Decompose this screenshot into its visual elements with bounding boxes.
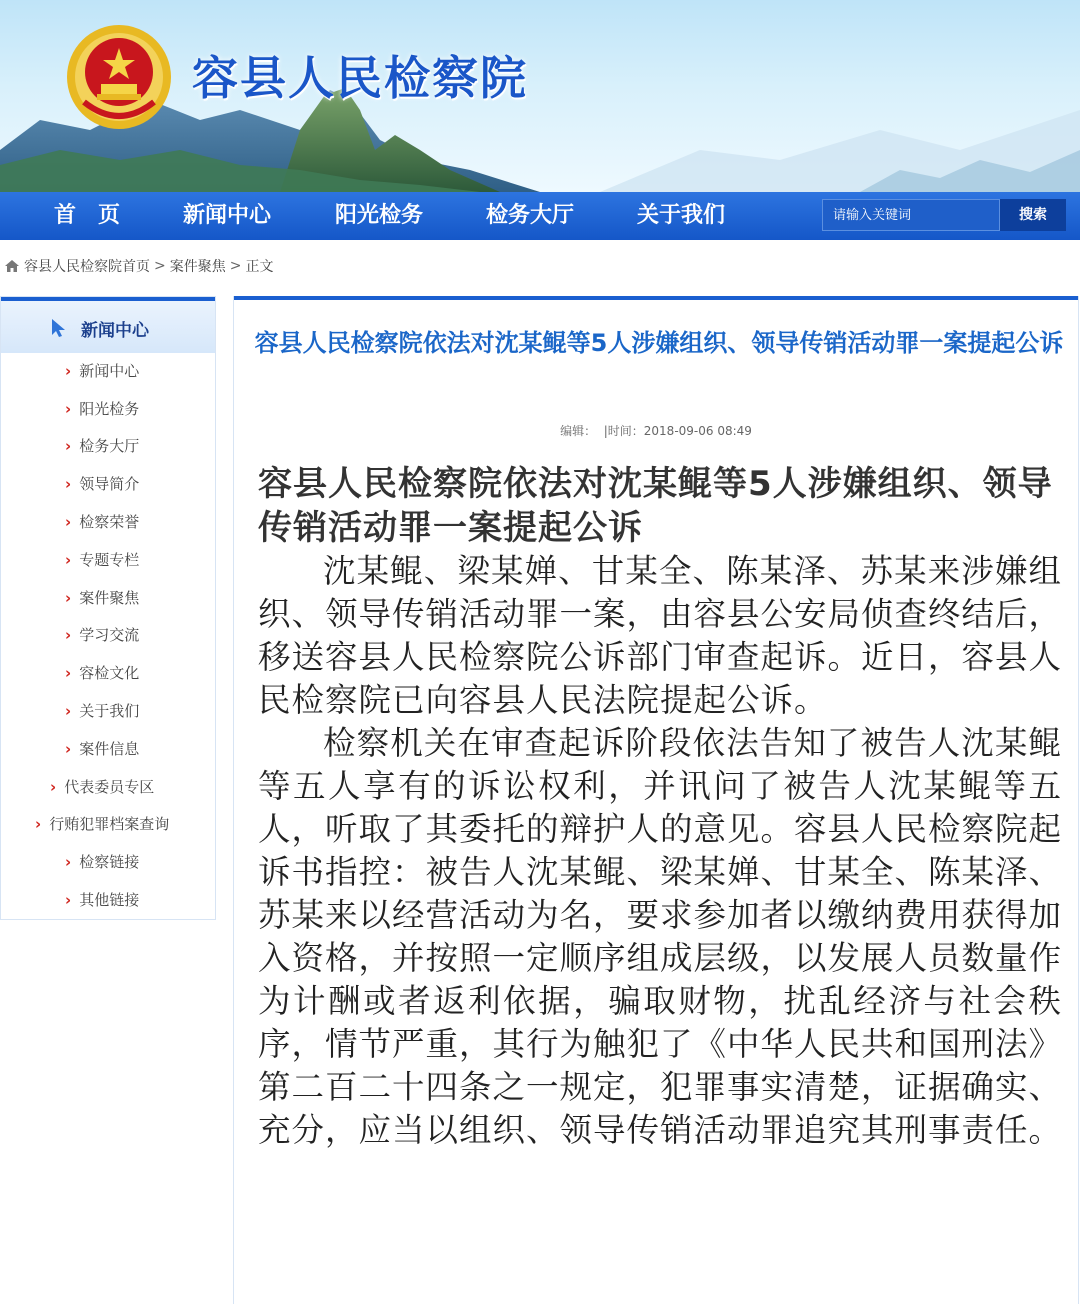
nav-service-hall[interactable]: 检务大厅: [486, 203, 575, 228]
breadcrumb-current: 正文: [245, 259, 274, 275]
sidebar-item-culture[interactable]: › 容检文化: [65, 664, 140, 682]
sidebar-item-honors[interactable]: › 检察荣誉: [65, 513, 140, 531]
article-paragraph: 检察机关在审查起诉阶段依法告知了被告人沈某鲲等五人享有的诉讼权利，并讯问了被告人沈某鲲等五人，听取了其委托的辩护人的意见。容县人民检察院起诉书指控：被告人沈某鲲、梁某婵、甘某全、陈某泽、苏某来以经营活动为名，要求参加者以缴纳费用获得加入资格，并按照一定顺序组成层级，以发展人员数量作为计酬或者返利依据，骗取财物，扰乱经济与社会秩序，情节严重，其行为触犯了《中华人民共和国刑法》第二百二十四条之一规定，犯罪事实清楚，证据确实、充分，应当以组织、领导传销活动罪追究其刑事责任。: [258, 724, 1063, 1149]
chevron-right-icon: ›: [65, 664, 72, 682]
editor-label: 编辑：: [560, 424, 597, 438]
site-title: 容县人民检察院: [192, 51, 528, 105]
article-body: [258, 462, 1062, 1152]
breadcrumb: [4, 256, 273, 276]
article-panel: [233, 296, 1079, 1304]
chevron-right-icon: ›: [65, 626, 72, 644]
sidebar-item-news-center[interactable]: › 新闻中心: [65, 362, 140, 380]
sidebar-item-leadership[interactable]: › 领导简介: [65, 475, 140, 493]
breadcrumb-separator: >: [229, 258, 242, 274]
sidebar-header: [1, 301, 215, 353]
procuratorate-emblem: [64, 22, 174, 132]
sidebar-item-deputies[interactable]: › 代表委员专区: [50, 778, 155, 796]
chevron-right-icon: ›: [65, 362, 72, 380]
search-input[interactable]: [822, 199, 1000, 231]
chevron-right-icon: ›: [65, 853, 72, 871]
nav-home[interactable]: 首 页: [54, 203, 121, 228]
sidebar-item-special-topics[interactable]: › 专题专栏: [65, 551, 140, 569]
chevron-right-icon: ›: [50, 778, 57, 796]
chevron-right-icon: ›: [65, 475, 72, 493]
breadcrumb-separator: >: [154, 258, 166, 274]
chevron-right-icon: ›: [65, 513, 72, 531]
chevron-right-icon: ›: [65, 702, 72, 720]
home-icon: [4, 259, 20, 273]
article-meta: [234, 422, 1078, 439]
sidebar-item-sunshine-affairs[interactable]: › 阳光检务: [65, 400, 140, 418]
main-navigation: [0, 192, 1080, 240]
chevron-right-icon: ›: [35, 815, 42, 833]
search-button[interactable]: 搜索: [1000, 199, 1066, 231]
chevron-right-icon: ›: [65, 891, 72, 909]
pointer-arrow-icon: [49, 317, 69, 339]
chevron-right-icon: ›: [65, 740, 72, 758]
article-paragraph: 沈某鲲、梁某婵、甘某全、陈某泽、苏某来涉嫌组织、领导传销活动罪一案，由容县公安局侦查终结后，移送容县人民检察院公诉部门审查起诉。近日，容县人民检察院已向容县人民法院提起公诉。: [258, 552, 1063, 719]
article-title: 容县人民检察院依法对沈某鲲等5人涉嫌组织、领导传销活动罪一案提起公诉: [254, 329, 1064, 357]
sidebar-item-other-links[interactable]: › 其他链接: [65, 891, 140, 909]
header-banner: [0, 0, 1080, 192]
sidebar: [0, 296, 216, 920]
meta-divider: |: [603, 424, 608, 438]
sidebar-item-bribery-records[interactable]: › 行贿犯罪档案查询: [35, 815, 170, 833]
sidebar-header-label: 新闻中心: [81, 321, 149, 341]
publish-time: 2018-09-06 08:49: [643, 424, 752, 438]
sidebar-item-learning[interactable]: › 学习交流: [65, 626, 140, 644]
chevron-right-icon: ›: [65, 551, 72, 569]
article-top-border: [234, 296, 1078, 300]
time-label: 时间：: [607, 424, 644, 438]
chevron-right-icon: ›: [65, 400, 72, 418]
sidebar-item-procuratorate-links[interactable]: › 检察链接: [65, 853, 140, 871]
sidebar-item-case-focus[interactable]: › 案件聚焦: [65, 589, 140, 607]
article-heading: 容县人民检察院依法对沈某鲲等5人涉嫌组织、领导传销活动罪一案提起公诉: [258, 464, 1053, 548]
nav-sunshine-affairs[interactable]: 阳光检务: [335, 203, 424, 228]
breadcrumb-home[interactable]: 容县人民检察院首页: [24, 259, 150, 275]
breadcrumb-case-focus[interactable]: 案件聚焦: [169, 259, 226, 275]
sidebar-item-case-info[interactable]: › 案件信息: [65, 740, 140, 758]
sidebar-item-service-hall[interactable]: › 检务大厅: [65, 437, 140, 455]
chevron-right-icon: ›: [65, 437, 72, 455]
chevron-right-icon: ›: [65, 589, 72, 607]
sidebar-item-about-us[interactable]: › 关于我们: [65, 702, 140, 720]
nav-news-center[interactable]: 新闻中心: [183, 203, 272, 228]
nav-about-us[interactable]: 关于我们: [637, 203, 726, 228]
